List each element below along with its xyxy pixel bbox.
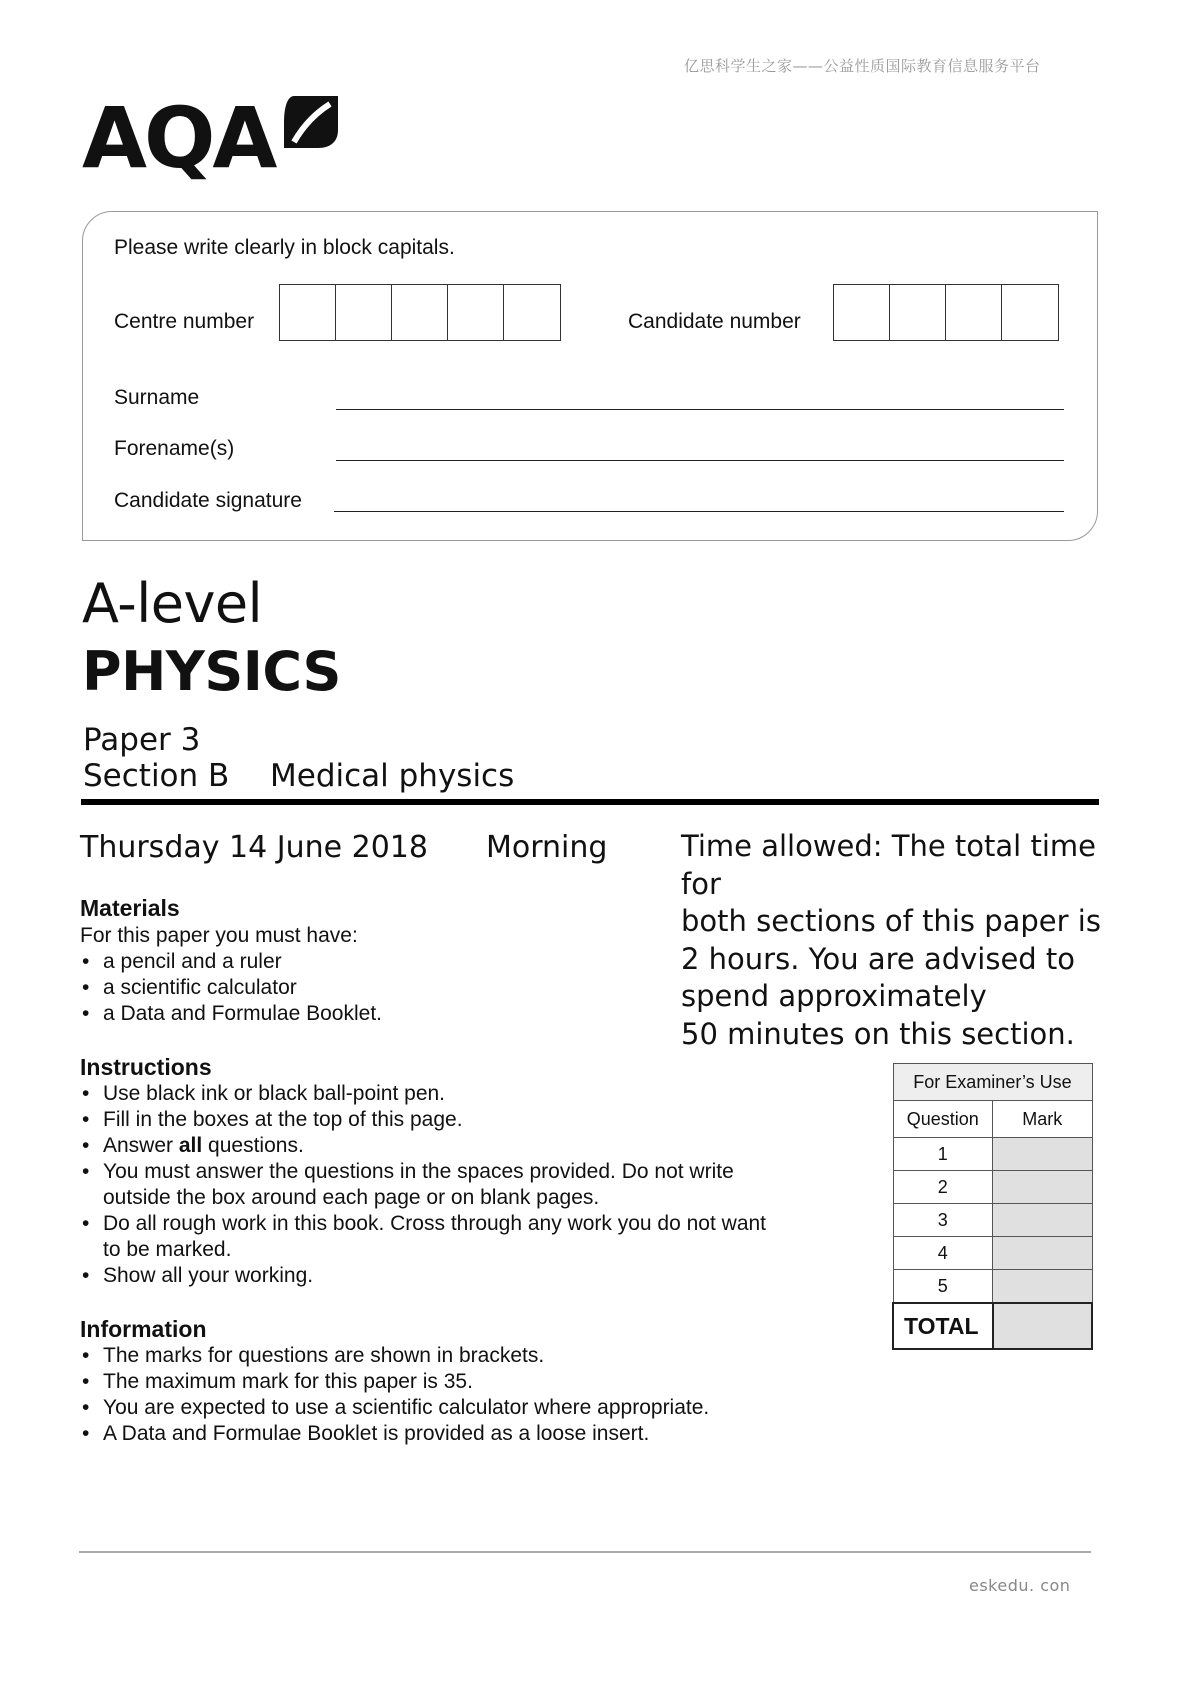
materials-intro: For this paper you must have: (80, 924, 358, 947)
information-item: • The marks for questions are shown in brackets. (80, 1343, 860, 1369)
time-line: spend approximately (681, 979, 987, 1013)
instructions-section (80, 1054, 860, 1289)
block-capitals-instruction: Please write clearly in block capitals. (114, 236, 455, 259)
candidate-number-label: Candidate number (628, 310, 801, 333)
information-item: • The maximum mark for this paper is 35. (80, 1369, 860, 1395)
centre-number-label: Centre number (114, 310, 255, 333)
time-line: 2 hours. You are advised to (681, 941, 1076, 976)
mark-cell (993, 1237, 1093, 1270)
total-label: TOTAL (893, 1303, 993, 1349)
exam-session: Morning (486, 830, 608, 865)
centre-digit-box[interactable] (392, 285, 448, 340)
instructions-heading: Instructions (80, 1054, 212, 1080)
mark-cell (993, 1171, 1093, 1204)
footer-text: eskedu. con (969, 1576, 1071, 1595)
information-section (80, 1316, 860, 1447)
instruction-text: Answer (103, 1134, 179, 1157)
information-item: • You are expected to use a scientific calculator where appropriate. (80, 1395, 860, 1421)
question-number: 3 (893, 1204, 993, 1237)
aqa-leaf-logo-icon (280, 92, 340, 152)
question-number: 2 (893, 1171, 993, 1204)
instruction-item (80, 1159, 860, 1211)
mark-cell (993, 1204, 1093, 1237)
total-mark-cell (993, 1303, 1093, 1349)
examiner-table-title: For Examiner’s Use (893, 1064, 1092, 1101)
materials-item: • a Data and Formulae Booklet. (80, 1001, 700, 1027)
centre-digit-box[interactable] (336, 285, 392, 340)
instruction-item: • Use black ink or black ball-point pen. (80, 1081, 860, 1107)
centre-digit-box[interactable] (504, 285, 560, 340)
examiner-use-table (892, 1063, 1093, 1350)
section-name: Medical physics (270, 758, 515, 794)
subject-title: PHYSICS (82, 640, 341, 703)
time-allowed (681, 828, 1101, 1053)
instruction-item: • Show all your working. (80, 1263, 860, 1289)
information-item: • A Data and Formulae Booklet is provided as a loose insert. (80, 1421, 860, 1447)
instruction-text: You must answer the questions in the spaces provided. Do not write (103, 1160, 734, 1183)
signature-label: Candidate signature (114, 489, 302, 512)
question-number: 4 (893, 1237, 993, 1270)
time-line: 50 minutes on this section. (681, 1016, 1075, 1051)
instruction-text: questions. (202, 1134, 304, 1157)
mark-cell (993, 1138, 1093, 1171)
question-column-header: Question (893, 1101, 993, 1138)
title-divider (81, 799, 1099, 805)
section-label: Section B (83, 758, 230, 794)
mark-column-header: Mark (993, 1101, 1093, 1138)
forename-line[interactable] (336, 460, 1064, 461)
instruction-text: to be marked. (103, 1238, 232, 1261)
instruction-emphasis: all (178, 1134, 203, 1157)
materials-heading: Materials (80, 895, 180, 921)
watermark-text: 亿思科学生之家——公益性质国际教育信息服务平台 (684, 57, 1041, 75)
time-line: Time allowed: The total time for (681, 829, 1096, 901)
materials-section (80, 895, 700, 1027)
surname-label: Surname (114, 386, 200, 409)
materials-item: • a pencil and a ruler (80, 949, 700, 975)
mark-cell (993, 1270, 1093, 1304)
footer-divider (79, 1551, 1091, 1553)
materials-item: • a scientific calculator (80, 975, 700, 1001)
candidate-digit-box[interactable] (1002, 285, 1058, 340)
candidate-digit-box[interactable] (890, 285, 946, 340)
information-heading: Information (80, 1316, 207, 1342)
qualification-level: A-level (82, 572, 263, 635)
centre-number-boxes[interactable] (279, 284, 561, 341)
paper-number: Paper 3 (83, 722, 201, 758)
signature-line[interactable] (334, 511, 1064, 512)
candidate-number-boxes[interactable] (833, 284, 1059, 341)
centre-digit-box[interactable] (448, 285, 504, 340)
centre-digit-box[interactable] (280, 285, 336, 340)
instruction-text: outside the box around each page or on blank pages. (103, 1186, 600, 1209)
candidate-digit-box[interactable] (834, 285, 890, 340)
instruction-item: • Fill in the boxes at the top of this page. (80, 1107, 860, 1133)
exam-date: Thursday 14 June 2018 (80, 830, 428, 865)
instruction-item (80, 1133, 860, 1159)
aqa-logo (82, 88, 342, 188)
question-number: 1 (893, 1138, 993, 1171)
time-line: both sections of this paper is (681, 904, 1101, 938)
forename-label: Forename(s) (114, 437, 235, 460)
question-number: 5 (893, 1270, 993, 1304)
instruction-item (80, 1211, 860, 1263)
surname-line[interactable] (336, 409, 1064, 410)
instruction-text: Do all rough work in this book. Cross through any work you do not want (103, 1212, 767, 1235)
candidate-digit-box[interactable] (946, 285, 1002, 340)
aqa-logo-text: AQA (82, 89, 275, 187)
